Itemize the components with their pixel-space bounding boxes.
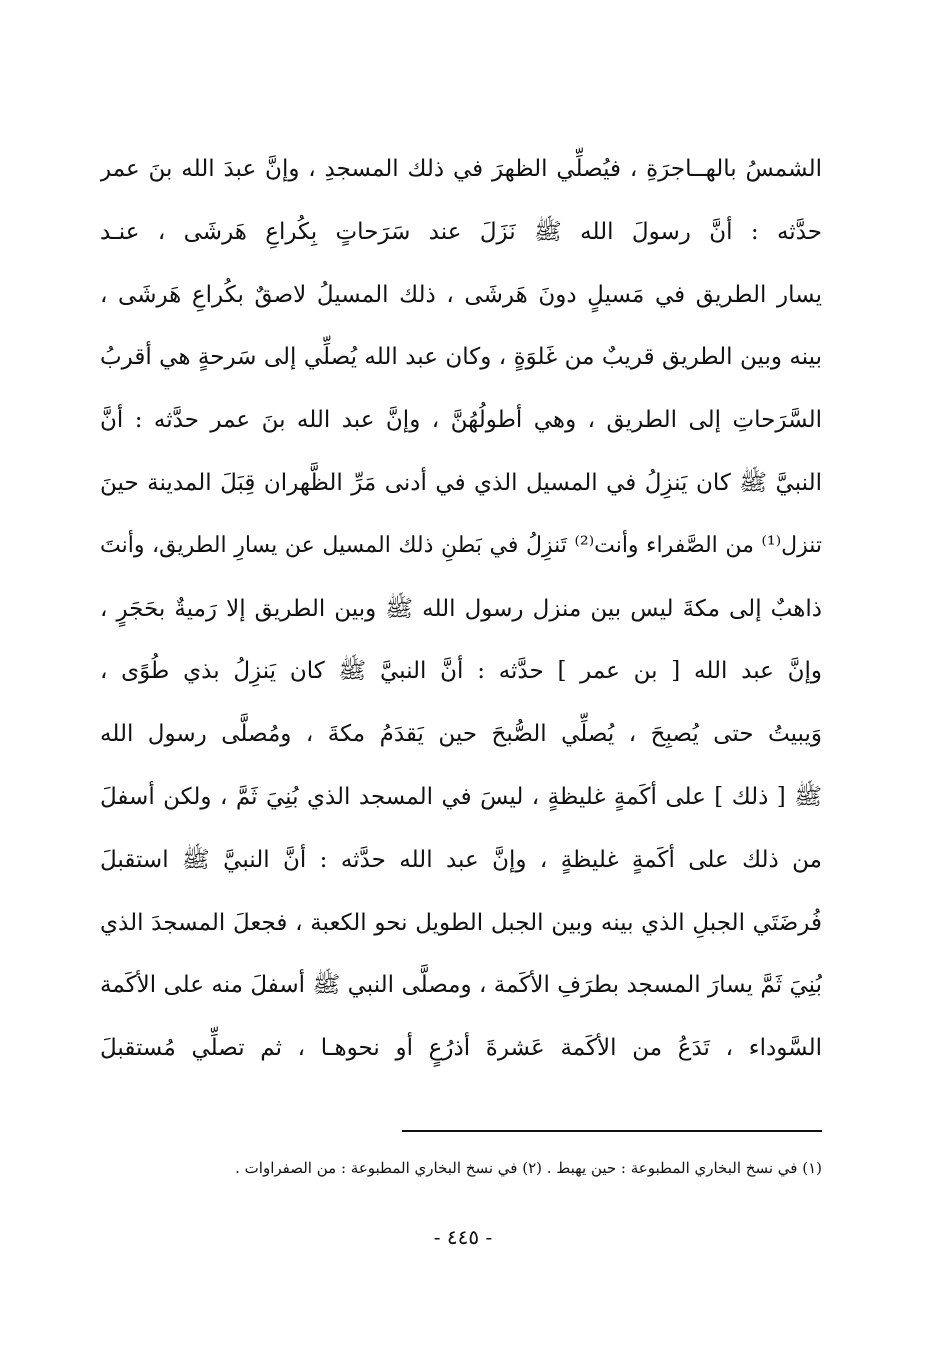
text-line-2: حدَّثه : أنَّ رسولَ الله ﷺ نَزَلَ عند سَرَحاتٍ بِكُراعِ هَرشَى ، عنـد	[100, 218, 822, 245]
footnote-separator	[402, 1130, 822, 1132]
main-text	[100, 138, 822, 1080]
footnotes: (١) في نسخ البخاري المطبوعة : حين يهبط . (٢) في نسخ البخاري المطبوعة : من الصفراوات .	[235, 1159, 822, 1177]
text-line-15: السَّوداء ، تَدَعُ من الأكَمة عَشرةَ أذرُعٍ أو نحوهـا ، ثم تصلِّي مُستقبلَ	[100, 1035, 822, 1062]
text-line-12: من ذلك على أكَمةٍ غليظةٍ ، وإنَّ عبد الله حدَّثه : أنَّ النبيَّ ﷺ استقبلَ	[100, 846, 822, 873]
text-line-9: وإنَّ عبد الله [ بن عمر ] حدَّثه : أنَّ النبيَّ ﷺ كان يَنزِلُ بذي طُوًى ،	[100, 658, 822, 685]
text-line-5: السَّرَحاتِ إلى الطريق ، وهي أطولُهُنَّ ، وإنَّ عبد الله بنَ عمر حدَّثه : أنَّ	[100, 407, 822, 434]
text-line-6: النبيَّ ﷺ كان يَنزِلُ في المسيل الذي في أدنى مَرِّ الظَّهران قِبَلَ المدينة حينَ	[100, 469, 822, 496]
text-line-8: ذاهبٌ إلى مكةَ ليس بين منزل رسول الله ﷺ وبين الطريق إلا رَميةٌ بحَجَرٍ ،	[100, 595, 822, 622]
text-line-13: فُرضَتَي الجبلِ الذي بينه وبين الجبل الطويل نحو الكعبة ، فجعلَ المسجدَ الذي	[100, 909, 822, 936]
text-line-1: الشمسُ بالهــاجرَةِ ، فيُصلِّي الظهرَ في ذلك المسجدِ ، وإنَّ عبدَ الله بنَ عمر	[100, 156, 822, 182]
text-line-3: يسار الطريق في مَسيلٍ دونَ هَرشَى ، ذلك المسيلُ لاصقٌ بكُراعِ هَرشَى ،	[100, 281, 822, 308]
text-line-7: تنزل⁽¹⁾ من الصَّفراء وأنت⁽²⁾ تَنزِلُ في بَطنِ ذلك المسيل عن يسارِ الطريق، وأنتَ	[100, 532, 822, 558]
page-number: - ٤٤٥ -	[433, 1225, 493, 1249]
text-line-10: وَيبيتُ حتى يُصبِحَ ، يُصلِّي الصُّبحَ حين يَقدَمُ مكةَ ، ومُصلَّى رسول الله	[100, 721, 822, 748]
text-line-4: بينه وبين الطريق قريبٌ من غَلوَةٍ ، وكان عبد الله يُصلِّي إلى سَرحةٍ هي أقربُ	[100, 344, 822, 371]
text-line-11: ﷺ [ ذلك ] على أكَمةٍ غليظةٍ ، ليسَ في المسجد الذي بُنِيَ ثَمَّ ، ولكن أسفلَ	[100, 783, 822, 810]
text-line-14: بُنِيَ ثَمَّ يسارَ المسجد بطرَفِ الأكَمة ، ومصلَّى النبي ﷺ أسفلَ منه على الأكَمة	[100, 972, 822, 999]
